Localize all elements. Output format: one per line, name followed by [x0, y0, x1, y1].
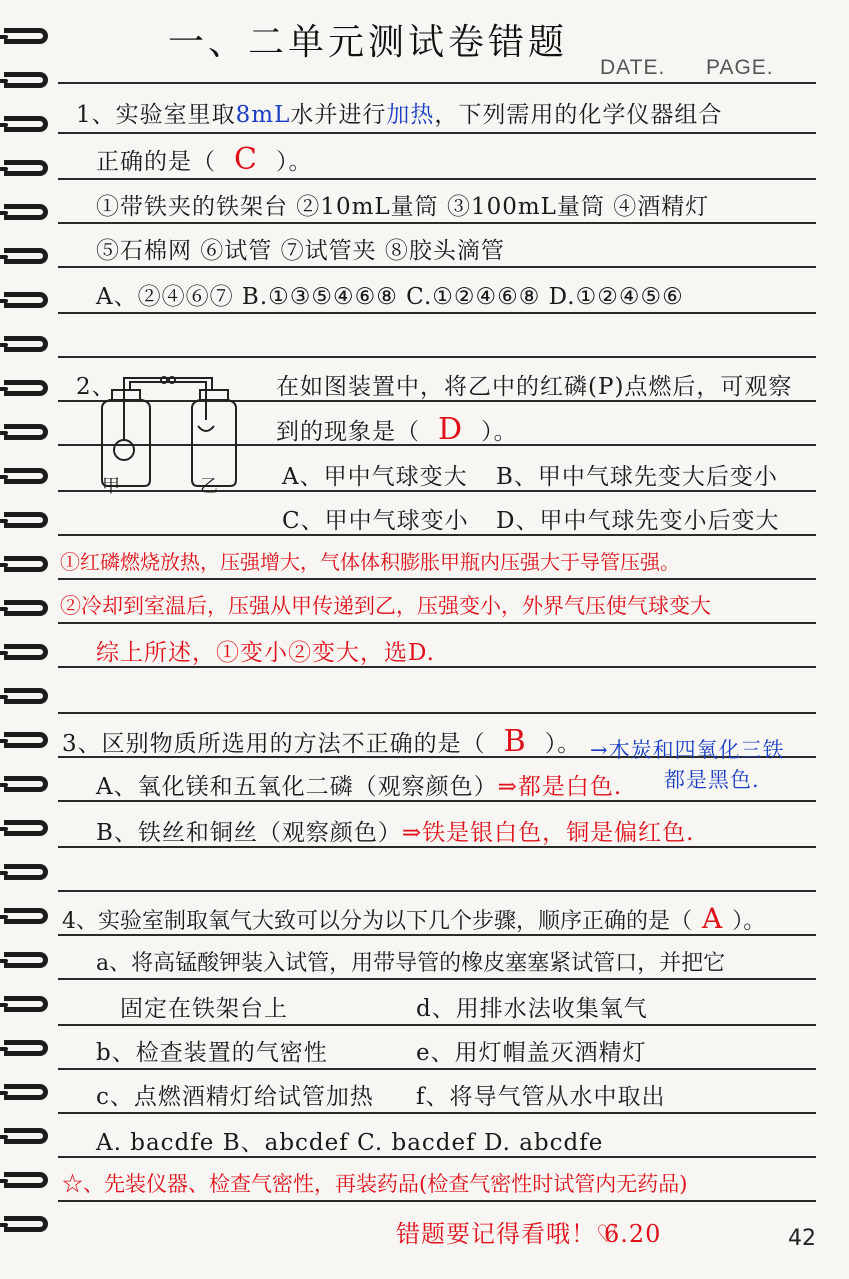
binding-ring [4, 28, 48, 44]
q1-items-line1: ①带铁夹的铁架台 ②10mL量筒 ③100mL量筒 ④酒精灯 [96, 194, 710, 220]
q3-stem-part: 3、区别物质所选用的方法不正确的是（ [62, 731, 486, 757]
q1-answer: C [234, 142, 258, 177]
ruled-line [58, 890, 816, 892]
q4-step-b: b、检查装置的气密性 [96, 1040, 328, 1066]
ruled-line [58, 1112, 816, 1114]
binding-ring [4, 468, 48, 484]
q2-explanation-3: 综上所述，①变小②变大，选D. [96, 640, 435, 666]
page-label: PAGE. [706, 56, 774, 79]
q2-number: 2、 [76, 374, 116, 400]
q2-stem-part: 到的现象是（ [276, 419, 420, 445]
binding-ring [4, 204, 48, 220]
q2-option-d: D、甲中气球先变小后变大 [496, 508, 780, 534]
flask-yi-label: 乙 [200, 476, 219, 497]
q2-option-b: B、甲中气球先变大后变小 [496, 464, 778, 490]
binding-ring [4, 1084, 48, 1100]
q1-stem-part: 1、实验室里取 [76, 102, 236, 128]
binding-ring [4, 248, 48, 264]
ruled-line [58, 132, 816, 134]
page-title: 一、二单元测试卷错题 [168, 22, 569, 63]
binding-ring [4, 1172, 48, 1188]
binding-ring [4, 908, 48, 924]
ruled-line [58, 222, 816, 224]
q3-side-note-2: 都是黑色. [664, 768, 760, 792]
q3-option-b-text: B、铁丝和铜丝（观察颜色） [96, 820, 402, 846]
q1-volume-highlight: 8mL [235, 102, 291, 128]
binding-ring [4, 380, 48, 396]
q2-explanation-1: ①红磷燃烧放热，压强增大，气体体积膨胀甲瓶内压强大于导管压强。 [60, 550, 680, 574]
binding-ring [4, 72, 48, 88]
q3-stem-part: ）。 [544, 731, 582, 757]
binding-ring [4, 336, 48, 352]
binding-ring [4, 1216, 48, 1232]
q3-option-a-note: ⇒都是白色. [497, 774, 623, 800]
q3-answer: B [503, 724, 527, 759]
ruled-line [58, 266, 816, 268]
q4-step-a-cont: 固定在铁架台上 [120, 996, 288, 1022]
binding-ring [4, 292, 48, 308]
q2-stem-part: ）。 [481, 419, 518, 445]
binding-ring [4, 116, 48, 132]
binding-ring [4, 864, 48, 880]
date-label: DATE. [600, 56, 666, 79]
binding-ring [4, 732, 48, 748]
binding-ring [4, 820, 48, 836]
q4-step-a: a、将高锰酸钾装入试管，用带导管的橡皮塞塞紧试管口，并把它 [96, 951, 726, 976]
q4-stem [62, 902, 765, 935]
ruled-line [58, 578, 816, 580]
binding-ring [4, 1040, 48, 1056]
spiral-binding [0, 0, 60, 1279]
ruled-line [58, 978, 816, 980]
ruled-line [58, 712, 816, 714]
q4-step-e: e、用灯帽盖灭酒精灯 [416, 1040, 647, 1066]
q3-stem [62, 724, 581, 759]
ruled-line [58, 622, 816, 624]
binding-ring [4, 556, 48, 572]
ruled-line [58, 1200, 816, 1202]
q3-side-note-1: →木炭和四氧化三铁 [590, 738, 785, 762]
q2-explanation-2: ②冷却到室温后，压强从甲传递到乙，压强变小，外界气压使气球变大 [60, 594, 711, 618]
q3-option-b [96, 814, 695, 847]
binding-ring [4, 424, 48, 440]
q2-option-a: A、甲中气球变大 [282, 464, 468, 490]
binding-ring [4, 776, 48, 792]
binding-ring [4, 688, 48, 704]
ruled-line [58, 356, 816, 358]
q2-option-c: C、甲中气球变小 [282, 508, 469, 534]
q2-answer: D [438, 412, 464, 447]
flask-jia-label: 甲 [102, 476, 121, 497]
q1-choices: A、②④⑥⑦ B.①③⑤④⑥⑧ C.①②④⑥⑧ D.①②④⑤⑥ [96, 284, 684, 310]
q3-option-a [96, 768, 622, 801]
binding-ring [4, 952, 48, 968]
binding-ring [4, 160, 48, 176]
binding-ring [4, 644, 48, 660]
page-number: 42 [788, 1226, 816, 1251]
q4-stem-part: 4、实验室制取氧气大致可以分为以下几个步骤，顺序正确的是（ [62, 909, 692, 934]
q1-stem-part: 正确的是（ [96, 149, 216, 175]
ruled-line [58, 1024, 816, 1026]
binding-ring [4, 996, 48, 1012]
q1-items-line2: ⑤石棉网 ⑥试管 ⑦试管夹 ⑧胶头滴管 [96, 238, 505, 264]
q1-stem-part: ）。 [275, 149, 313, 175]
binding-ring [4, 1128, 48, 1144]
q4-choices: A. bacdfe B、abcdef C. bacdef D. abcdfe [96, 1130, 604, 1156]
q4-explanation: ☆、先装仪器、检查气密性，再装药品(检查气密性时试管内无药品) [62, 1172, 688, 1196]
q1-heating-highlight: 加热 [386, 102, 435, 128]
q3-option-a-text: A、氧化镁和五氧化二磷（观察颜色） [96, 774, 498, 800]
ruled-line [58, 1068, 816, 1070]
q3-option-b-note: ⇒铁是银白色，铜是偏红色. [401, 820, 695, 846]
q4-answer: A [702, 902, 723, 935]
reminder-note: 错题要记得看哦！♡ [396, 1220, 619, 1248]
q1-stem [76, 96, 722, 129]
binding-ring [4, 512, 48, 528]
q2-stem: 在如图装置中，将乙中的红磷(P)点燃后，可观察 [276, 374, 793, 400]
ruled-line [58, 82, 816, 84]
q4-step-f: f、将导气管从水中取出 [416, 1084, 666, 1110]
q1-stem-part: 水并进行 [290, 102, 387, 128]
q4-step-d: d、用排水法收集氧气 [416, 996, 648, 1022]
binding-ring [4, 600, 48, 616]
q1-stem-line2 [96, 142, 312, 177]
q1-stem-part: ，下列需用的化学仪器组合 [434, 102, 723, 128]
note-date: 6.20 [604, 1220, 662, 1248]
q2-stem-line2 [276, 412, 518, 447]
q4-stem-part: ）。 [732, 909, 766, 934]
q4-step-c: c、点燃酒精灯给试管加热 [96, 1084, 374, 1110]
ruled-line [58, 312, 816, 314]
ruled-line [58, 178, 816, 180]
